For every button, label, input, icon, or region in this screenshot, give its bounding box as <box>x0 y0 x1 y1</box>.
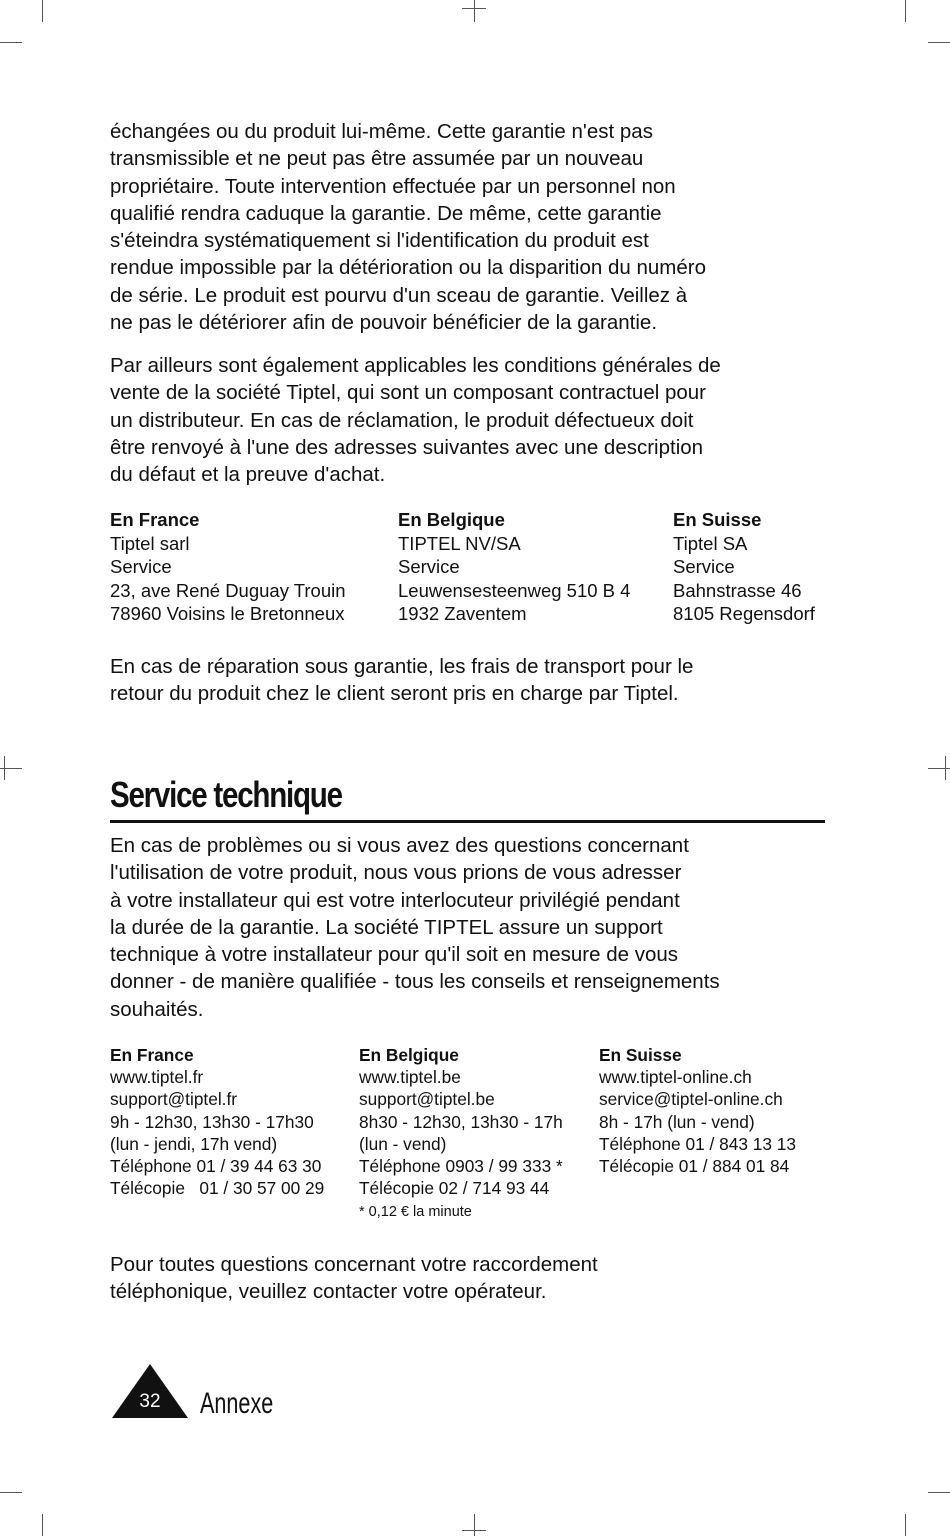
contact-hours: 8h - 17h (lun - vend) <box>599 1111 755 1132</box>
contact-website: www.tiptel.be <box>359 1067 461 1088</box>
contact-hours: 8h30 - 12h30, 13h30 - 17h <box>359 1111 563 1132</box>
crop-mark <box>928 1492 950 1493</box>
page-number: 32 <box>139 1391 161 1412</box>
address-switzerland <box>673 508 815 626</box>
rate-footnote: * 0,12 € la minute <box>359 1204 472 1221</box>
address-line: Service <box>110 556 172 577</box>
address-line: Service <box>398 556 460 577</box>
address-france <box>110 508 346 626</box>
contact-country: En France <box>110 1045 194 1065</box>
contact-phone: Téléphone 0903 / 99 333 * <box>359 1156 563 1177</box>
operator-contact-paragraph: Pour toutes questions concernant votre raccordement téléphonique, veuillez contacter votre opérateur. <box>110 1253 598 1304</box>
crop-mark <box>905 1514 906 1536</box>
contact-fax: Télécopie 02 / 714 93 44 <box>359 1178 550 1199</box>
address-line: 1932 Zaventem <box>398 603 527 624</box>
service-intro-paragraph: En cas de problèmes ou si vous avez des questions concernant l'utilisation de votre produit, nous vous prions de vous adresser à votre installateur qui est votre interlocuteur privilégié pendant la durée de la garantie. La société TIPTEL assure un support technique à votre installateur pour qu'il soit en mesure de vous donner - de manière qualifiée - tous les conseils et renseignements souhaités. <box>110 834 720 1021</box>
crop-mark <box>905 0 906 22</box>
address-line: 23, ave René Duguay Trouin <box>110 579 346 601</box>
contact-fax: Télécopie 01 / 884 01 84 <box>599 1156 790 1177</box>
contact-switzerland <box>599 1044 796 1177</box>
warranty-conditions-paragraph: Par ailleurs sont également applicables les conditions générales de vente de la société Tiptel, qui sont un composant contractuel pour un distributeur. En cas de réclamation, le produit défectueux doit être renvoyé à l'une des adresses suivantes avec une description du défaut et la preuve d'achat. <box>110 354 721 487</box>
registration-mark <box>4 756 5 780</box>
support-contacts <box>110 1044 830 1224</box>
contact-email: support@tiptel.fr <box>110 1089 238 1110</box>
registration-mark <box>474 1514 475 1536</box>
contact-website: www.tiptel.fr <box>110 1067 204 1088</box>
contact-email: support@tiptel.be <box>359 1089 495 1110</box>
section-title: Service technique <box>110 774 342 815</box>
address-line: TIPTEL NV/SA <box>398 532 521 554</box>
address-line: Service <box>673 556 735 577</box>
warranty-paragraph: échangées ou du produit lui-même. Cette garantie n'est pas transmissible et ne peut pas être assumée par un nouveau propriétaire. Toute intervention effectuée par un personnel non qualifié rendra caduque la garantie. De même, cette garantie s'éteindra systématiquement si l'identification du produit est rendue impossible par la détérioration ou la disparition du numéro de série. Le produit est pourvu d'un sceau de garantie. Veillez à ne pas le détériorer afin de pouvoir bénéficier de la garantie. <box>110 120 706 335</box>
contact-email: service@tiptel-online.ch <box>599 1089 783 1110</box>
contact-belgium <box>359 1044 563 1225</box>
contact-hours: 9h - 12h30, 13h30 - 17h30 <box>110 1111 314 1132</box>
contact-fax: Télécopie 01 / 30 57 00 29 <box>110 1178 325 1199</box>
crop-mark <box>42 0 43 22</box>
contact-days: (lun - vend) <box>359 1133 447 1154</box>
address-line: Tiptel SA <box>673 532 748 554</box>
registration-mark <box>462 1530 486 1531</box>
contact-phone: Téléphone 01 / 843 13 13 <box>599 1133 796 1154</box>
crop-mark <box>928 42 950 43</box>
address-country: En France <box>110 509 200 530</box>
contact-country: En Suisse <box>599 1045 682 1065</box>
address-line: Tiptel sarl <box>110 532 190 554</box>
contact-website: www.tiptel-online.ch <box>599 1067 752 1088</box>
registration-mark <box>928 768 950 769</box>
repair-transport-paragraph: En cas de réparation sous garantie, les frais de transport pour le retour du produit chez le client seront pris en charge par Tiptel. <box>110 655 694 706</box>
address-country: En Suisse <box>673 509 762 530</box>
registration-mark <box>945 756 946 780</box>
crop-mark <box>0 1492 22 1493</box>
crop-mark <box>42 1514 43 1536</box>
contact-france <box>110 1044 324 1199</box>
section-divider <box>110 820 825 823</box>
registration-mark <box>474 0 475 22</box>
footer-section-label: Annexe <box>200 1387 274 1420</box>
address-country: En Belgique <box>398 509 505 530</box>
address-line: 8105 Regensdorf <box>673 603 815 624</box>
return-addresses <box>110 508 830 628</box>
address-line: Bahnstrasse 46 <box>673 579 802 601</box>
contact-days: (lun - jendi, 17h vend) <box>110 1133 278 1154</box>
address-line: Leuwensesteenweg 510 B 4 <box>398 579 631 601</box>
address-line: 78960 Voisins le Bretonneux <box>110 603 345 624</box>
crop-mark <box>0 42 22 43</box>
contact-country: En Belgique <box>359 1045 459 1065</box>
address-belgium <box>398 508 630 626</box>
contact-phone: Téléphone 01 / 39 44 63 30 <box>110 1156 322 1177</box>
registration-mark <box>462 8 486 9</box>
